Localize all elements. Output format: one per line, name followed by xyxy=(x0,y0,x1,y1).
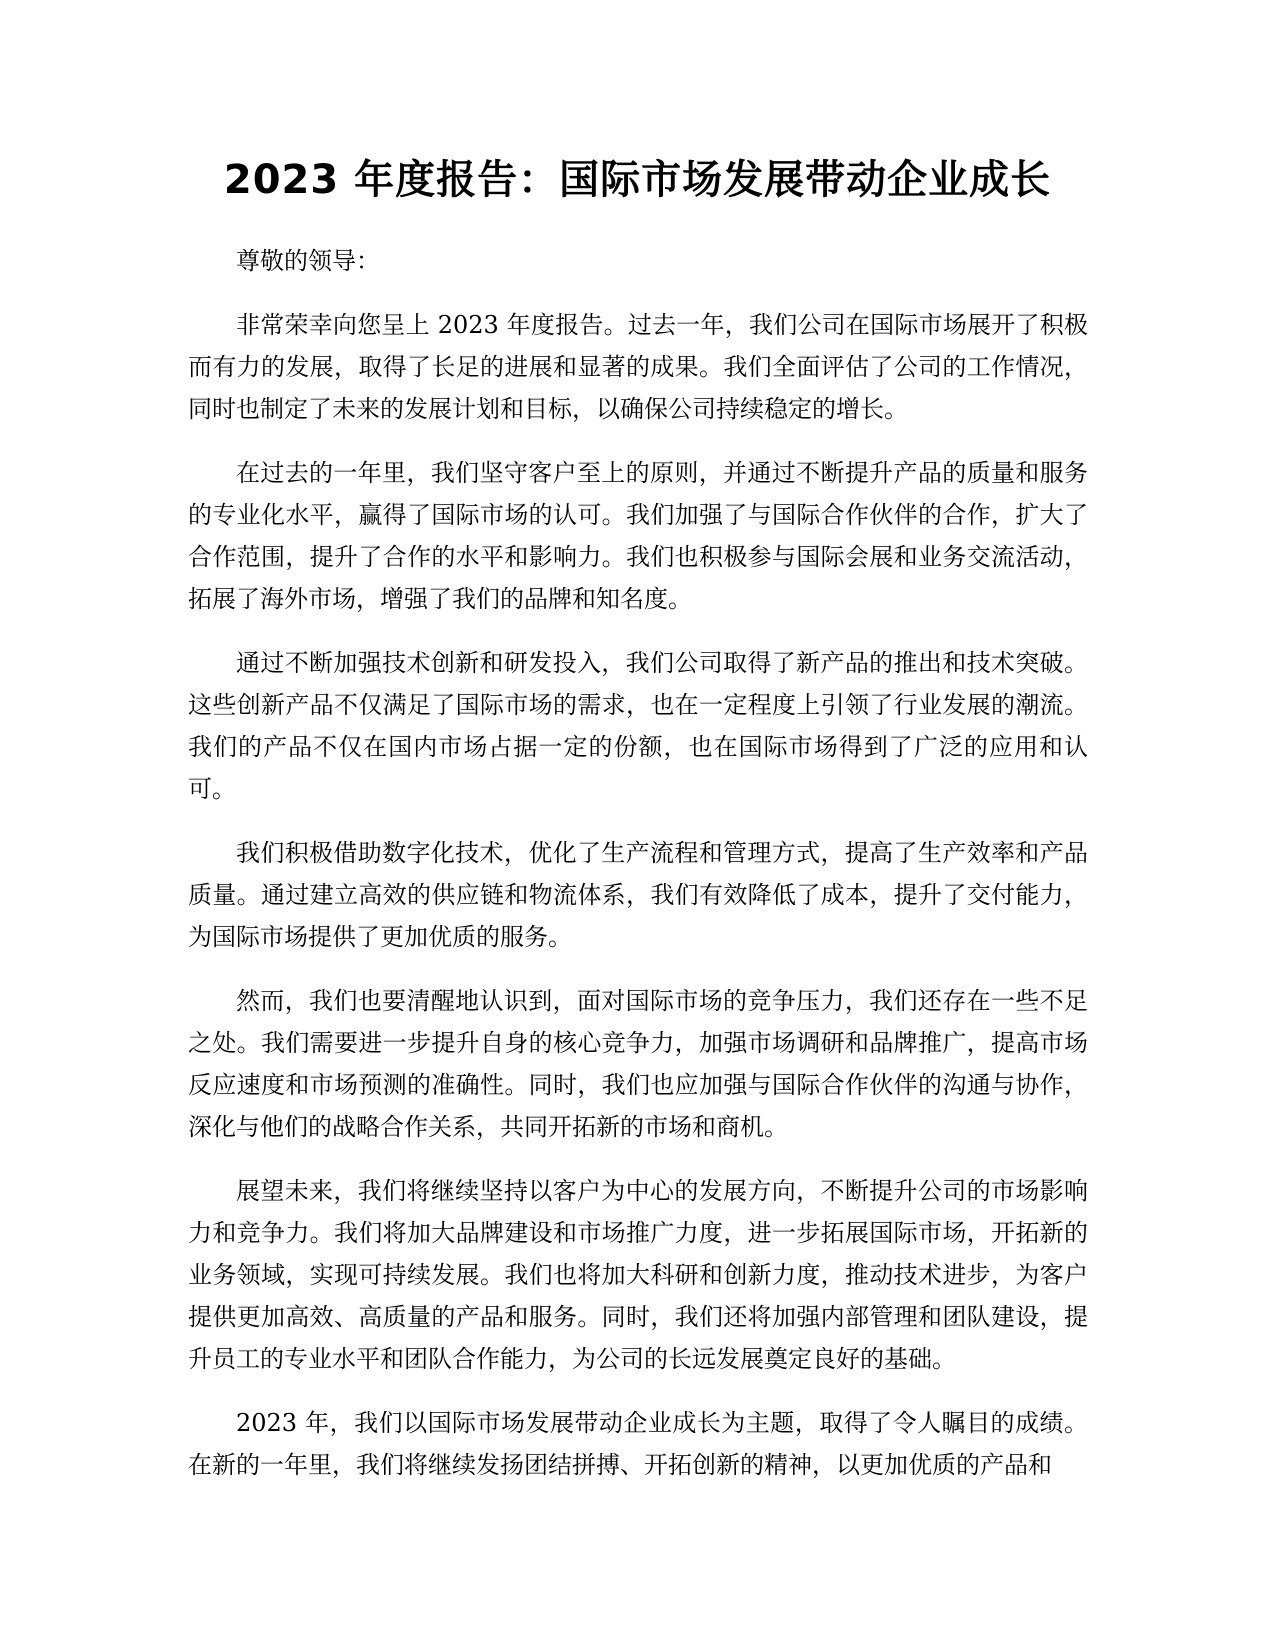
document-body xyxy=(188,240,1088,1508)
document-title: 2023 年度报告：国际市场发展带动企业成长 xyxy=(223,157,1052,203)
body-paragraph: 然而，我们也要清醒地认识到，面对国际市场的竞争压力，我们还存在一些不足之处。我们需要进一步提升自身的核心竞争力，加强市场调研和品牌推广，提高市场反应速度和市场预测的准确性。同时，我们也应加强与国际合作伙伴的沟通与协作，深化与他们的战略合作关系，共同开拓新的市场和商机。 xyxy=(188,987,1088,1141)
salutation-paragraph: 尊敬的领导： xyxy=(236,247,380,275)
body-paragraph: 我们积极借助数字化技术，优化了生产流程和管理方式，提高了生产效率和产品质量。通过建立高效的供应链和物流体系，我们有效降低了成本，提升了交付能力，为国际市场提供了更加优质的服务。 xyxy=(188,839,1088,951)
body-paragraph: 非常荣幸向您呈上 2023 年度报告。过去一年，我们公司在国际市场展开了积极而有力的发展，取得了长足的进展和显著的成果。我们全面评估了公司的工作情况，同时也制定了未来的发展计划和目标，以确保公司持续稳定的增长。 xyxy=(188,311,1088,423)
body-paragraph: 在过去的一年里，我们坚守客户至上的原则，并通过不断提升产品的质量和服务的专业化水平，赢得了国际市场的认可。我们加强了与国际合作伙伴的合作，扩大了合作范围，提升了合作的水平和影响力。我们也积极参与国际会展和业务交流活动，拓展了海外市场，增强了我们的品牌和知名度。 xyxy=(188,459,1088,613)
body-paragraph: 通过不断加强技术创新和研发投入，我们公司取得了新产品的推出和技术突破。这些创新产品不仅满足了国际市场的需求，也在一定程度上引领了行业发展的潮流。我们的产品不仅在国内市场占据一定的份额，也在国际市场得到了广泛的应用和认可。 xyxy=(188,649,1088,803)
body-paragraph: 2023 年，我们以国际市场发展带动企业成长为主题，取得了令人瞩目的成绩。在新的一年里，我们将继续发扬团结拼搏、开拓创新的精神，以更加优质的产品和 xyxy=(188,1409,1088,1479)
body-paragraph: 展望未来，我们将继续坚持以客户为中心的发展方向，不断提升公司的市场影响力和竞争力。我们将加大品牌建设和市场推广力度，进一步拓展国际市场，开拓新的业务领域，实现可持续发展。我们也将加大科研和创新力度，推动技术进步，为客户提供更加高效、高质量的产品和服务。同时，我们还将加强内部管理和团队建设，提升员工的专业水平和团队合作能力，为公司的长远发展奠定良好的基础。 xyxy=(188,1177,1088,1373)
